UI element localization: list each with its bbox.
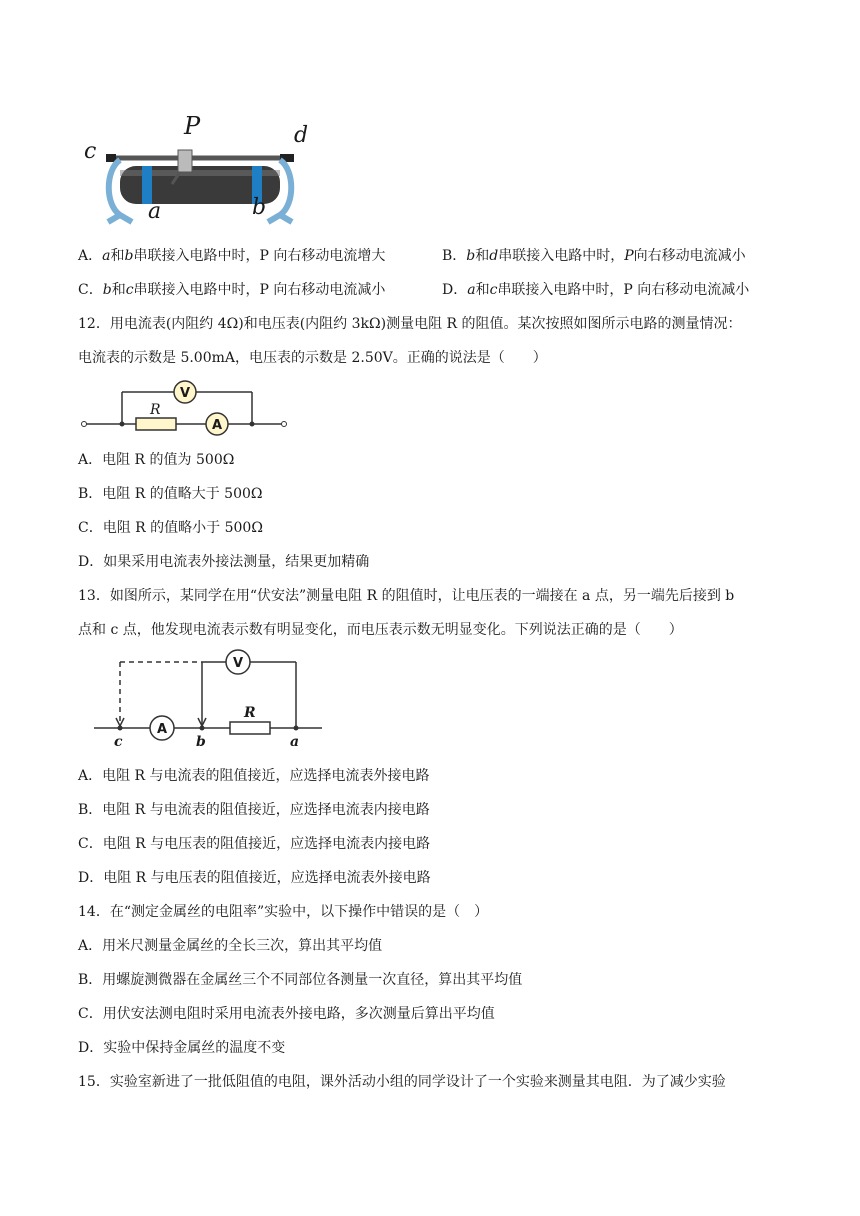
q14-option-C: C．用伏安法测电阻时采用电流表外接电路，多次测量后算出平均值 <box>78 1006 495 1022</box>
q13-option-B: B．电阻 R 与电流表的阻值接近，应选择电流表内接电路 <box>78 802 430 818</box>
q13-point-a: a <box>290 734 300 750</box>
q12-circuit-figure <box>78 376 298 436</box>
q12-resistor-label: R <box>150 402 161 418</box>
q13-point-b: b <box>196 734 206 750</box>
rheostat-label-a: a <box>148 199 162 224</box>
q13-option-D: D．电阻 R 与电压表的阻值接近，应选择电流表外接电路 <box>78 870 431 886</box>
rheostat-label-b: b <box>252 195 267 220</box>
q13-resistor-label: R <box>244 705 256 721</box>
q12-stem-line1: 12．用电流表(内阻约 4Ω)和电压表(内阻约 3kΩ)测量电阻 R 的阻值。某次按照如图所示电路的测量情况： <box>78 316 742 332</box>
q14-option-D: D．实验中保持金属丝的温度不变 <box>78 1040 286 1056</box>
rheostat-figure <box>80 110 320 230</box>
q12-option-A: A．电阻 R 的值为 500Ω <box>78 452 235 468</box>
q11-option-D: D．a和c串联接入电路中时，P 向右移动电流减小 <box>442 282 750 298</box>
q13-stem-line1: 13．如图所示，某同学在用“伏安法”测量电阻 R 的阻值时，让电压表的一端接在 a 点，另一端先后接到 b <box>78 588 735 604</box>
rheostat-label-c: c <box>84 139 97 164</box>
q13-option-C: C．电阻 R 与电压表的阻值接近，应选择电流表内接电路 <box>78 836 431 852</box>
q12-ammeter-label: A <box>212 418 223 433</box>
q12-option-D: D．如果采用电流表外接法测量，结果更加精确 <box>78 554 370 570</box>
q14-option-A: A．用米尺测量金属丝的全长三次，算出其平均值 <box>78 938 383 954</box>
q13-stem-line2: 点和 c 点，他发现电流表示数有明显变化，而电压表示数无明显变化。下列说法正确的是（ ） <box>78 622 683 638</box>
q13-voltmeter-label: V <box>233 656 244 671</box>
q12-stem-line2: 电流表的示数是 5.00mA，电压表的示数是 2.50V。正确的说法是（ ） <box>78 350 547 366</box>
q13-ammeter-label: A <box>157 722 168 737</box>
q13-point-c: c <box>114 734 123 750</box>
q13-option-A: A．电阻 R 与电流表的阻值接近，应选择电流表外接电路 <box>78 768 430 784</box>
q14-stem: 14．在“测定金属丝的电阻率”实验中，以下操作中错误的是（ ） <box>78 904 489 920</box>
q15-stem-line1: 15．实验室新进了一批低阻值的电阻，课外活动小组的同学设计了一个实验来测量其电阻．为了减少实验 <box>78 1074 726 1090</box>
q12-option-B: B．电阻 R 的值略大于 500Ω <box>78 486 263 502</box>
q11-option-A: A．a和b串联接入电路中时，P 向右移动电流增大 <box>78 248 386 264</box>
rheostat-label-P: P <box>184 112 201 140</box>
q12-option-C: C．电阻 R 的值略小于 500Ω <box>78 520 263 536</box>
q14-option-B: B．用螺旋测微器在金属丝三个不同部位各测量一次直径，算出其平均值 <box>78 972 523 988</box>
rheostat-label-d: d <box>294 123 309 148</box>
q12-voltmeter-label: V <box>180 386 191 401</box>
q13-circuit-figure <box>90 650 330 750</box>
q11-option-C: C．b和c串联接入电路中时，P 向右移动电流减小 <box>78 282 386 298</box>
q11-option-B: B．b和d串联接入电路中时，P向右移动电流减小 <box>442 248 746 264</box>
